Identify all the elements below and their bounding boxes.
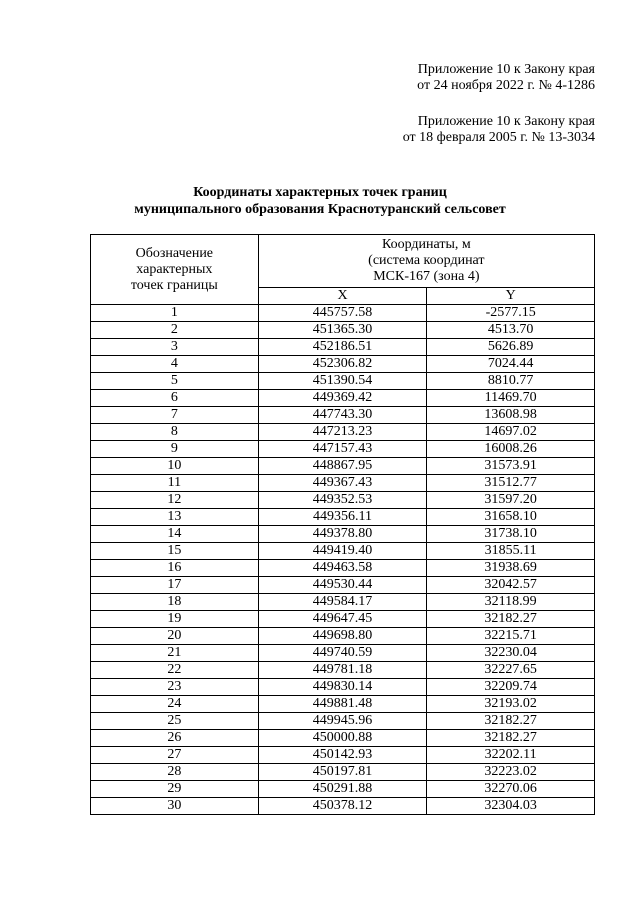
point-number-cell: 5 (91, 373, 259, 390)
x-coordinate-cell: 452186.51 (258, 339, 427, 356)
point-number-cell: 20 (91, 628, 259, 645)
point-number-cell: 17 (91, 577, 259, 594)
y-coordinate-cell: 32193.02 (427, 696, 595, 713)
y-coordinate-cell: 32230.04 (427, 645, 595, 662)
table-row (91, 509, 595, 526)
x-coordinate-cell: 449698.80 (258, 628, 427, 645)
x-coordinate-cell: 452306.82 (258, 356, 427, 373)
point-number-cell: 9 (91, 441, 259, 458)
x-coordinate-cell: 449463.58 (258, 560, 427, 577)
x-coordinate-cell: 451390.54 (258, 373, 427, 390)
point-number-cell: 14 (91, 526, 259, 543)
y-coordinate-cell: 32182.27 (427, 713, 595, 730)
table-row (91, 798, 595, 815)
coordinates-table-body (91, 305, 595, 815)
table-row (91, 458, 595, 475)
x-coordinate-cell: 445757.58 (258, 305, 427, 322)
point-number-cell: 2 (91, 322, 259, 339)
point-number-cell: 23 (91, 679, 259, 696)
table-row (91, 781, 595, 798)
point-number-cell: 1 (91, 305, 259, 322)
x-coordinate-cell: 449830.14 (258, 679, 427, 696)
y-coordinate-cell: 5626.89 (427, 339, 595, 356)
table-row (91, 696, 595, 713)
y-coordinate-cell: 31738.10 (427, 526, 595, 543)
point-number-cell: 6 (91, 390, 259, 407)
point-number-cell: 7 (91, 407, 259, 424)
point-number-cell: 29 (91, 781, 259, 798)
table-row (91, 475, 595, 492)
x-coordinate-cell: 449419.40 (258, 543, 427, 560)
x-coordinate-cell: 450291.88 (258, 781, 427, 798)
table-row (91, 628, 595, 645)
x-coordinate-cell: 449945.96 (258, 713, 427, 730)
y-coordinate-cell: 31597.20 (427, 492, 595, 509)
y-coordinate-cell: 32182.27 (427, 611, 595, 628)
x-coordinate-cell: 449740.59 (258, 645, 427, 662)
x-coordinate-cell: 449781.18 (258, 662, 427, 679)
y-coordinate-cell: 13608.98 (427, 407, 595, 424)
x-coordinate-cell: 449647.45 (258, 611, 427, 628)
table-row (91, 730, 595, 747)
y-coordinate-cell: 32209.74 (427, 679, 595, 696)
y-coordinate-cell: -2577.15 (427, 305, 595, 322)
x-coordinate-cell: 449352.53 (258, 492, 427, 509)
x-coordinate-cell: 450378.12 (258, 798, 427, 815)
appendix-header-line: от 24 ноября 2022 г. № 4-1286 (417, 78, 595, 93)
point-number-cell: 13 (91, 509, 259, 526)
table-row (91, 560, 595, 577)
table-row (91, 424, 595, 441)
point-number-cell: 19 (91, 611, 259, 628)
appendix-header-line: Приложение 10 к Закону края (417, 62, 595, 77)
y-coordinate-cell: 32227.65 (427, 662, 595, 679)
x-coordinate-cell: 447743.30 (258, 407, 427, 424)
point-number-cell: 10 (91, 458, 259, 475)
y-coordinate-cell: 31658.10 (427, 509, 595, 526)
x-coordinate-cell: 450000.88 (258, 730, 427, 747)
y-coordinate-cell: 4513.70 (427, 322, 595, 339)
point-number-cell: 15 (91, 543, 259, 560)
x-coordinate-cell: 449530.44 (258, 577, 427, 594)
y-coordinate-cell: 16008.26 (427, 441, 595, 458)
header-line: характерных (136, 261, 213, 277)
y-coordinate-cell: 32270.06 (427, 781, 595, 798)
x-coordinate-cell: 449367.43 (258, 475, 427, 492)
header-line: Координаты, м (381, 237, 471, 252)
y-coordinate-cell: 32182.27 (427, 730, 595, 747)
y-coordinate-cell: 31512.77 (427, 475, 595, 492)
appendix-header-current (417, 62, 595, 94)
table-row (91, 645, 595, 662)
x-coordinate-cell: 450197.81 (258, 764, 427, 781)
coordinates-header (258, 235, 594, 288)
table-row (91, 594, 595, 611)
point-number-cell: 24 (91, 696, 259, 713)
document-title-line: Координаты характерных точек границ (193, 185, 447, 200)
point-number-cell: 28 (91, 764, 259, 781)
y-coordinate-cell: 31938.69 (427, 560, 595, 577)
point-number-cell: 4 (91, 356, 259, 373)
y-coordinate-cell: 14697.02 (427, 424, 595, 441)
y-coordinate-cell: 31855.11 (427, 543, 595, 560)
header-line: МСК-167 (зона 4) (373, 269, 480, 284)
header-line: Обозначение (135, 245, 214, 261)
point-number-cell: 21 (91, 645, 259, 662)
y-coordinate-cell: 32202.11 (427, 747, 595, 764)
document-title-line: муниципального образования Краснотуранский сельсовет (134, 202, 506, 217)
table-row (91, 747, 595, 764)
table-row (91, 322, 595, 339)
x-coordinate-cell: 447157.43 (258, 441, 427, 458)
table-row (91, 764, 595, 781)
point-number-cell: 3 (91, 339, 259, 356)
point-number-cell: 30 (91, 798, 259, 815)
table-row (91, 662, 595, 679)
table-row (91, 305, 595, 322)
y-column-header: Y (427, 288, 595, 305)
point-number-cell: 16 (91, 560, 259, 577)
header-line: (система координат (368, 253, 485, 268)
table-row (91, 373, 595, 390)
y-coordinate-cell: 31573.91 (427, 458, 595, 475)
table-row (91, 492, 595, 509)
coordinates-table (90, 234, 595, 815)
table-row (91, 679, 595, 696)
appendix-header-original (403, 114, 595, 146)
table-row (91, 543, 595, 560)
x-coordinate-cell: 447213.23 (258, 424, 427, 441)
y-coordinate-cell: 32042.57 (427, 577, 595, 594)
point-number-cell: 12 (91, 492, 259, 509)
table-row (91, 339, 595, 356)
point-number-cell: 8 (91, 424, 259, 441)
point-number-cell: 22 (91, 662, 259, 679)
table-row (91, 407, 595, 424)
document-title (0, 184, 640, 218)
point-number-cell: 26 (91, 730, 259, 747)
x-column-header: X (258, 288, 427, 305)
table-row (91, 611, 595, 628)
x-coordinate-cell: 449881.48 (258, 696, 427, 713)
appendix-header-line: Приложение 10 к Закону края (417, 114, 595, 129)
x-coordinate-cell: 449584.17 (258, 594, 427, 611)
y-coordinate-cell: 11469.70 (427, 390, 595, 407)
point-number-cell: 25 (91, 713, 259, 730)
x-coordinate-cell: 449378.80 (258, 526, 427, 543)
y-coordinate-cell: 8810.77 (427, 373, 595, 390)
table-row (91, 356, 595, 373)
table-row (91, 441, 595, 458)
x-coordinate-cell: 451365.30 (258, 322, 427, 339)
x-coordinate-cell: 449369.42 (258, 390, 427, 407)
point-number-cell: 27 (91, 747, 259, 764)
appendix-header-line: от 18 февраля 2005 г. № 13-3034 (402, 130, 595, 145)
x-coordinate-cell: 450142.93 (258, 747, 427, 764)
x-coordinate-cell: 448867.95 (258, 458, 427, 475)
table-row (91, 526, 595, 543)
table-row (91, 577, 595, 594)
y-coordinate-cell: 32215.71 (427, 628, 595, 645)
table-row (91, 390, 595, 407)
y-coordinate-cell: 32223.02 (427, 764, 595, 781)
header-line: точек границы (130, 277, 218, 293)
point-number-cell: 11 (91, 475, 259, 492)
y-coordinate-cell: 7024.44 (427, 356, 595, 373)
point-number-cell: 18 (91, 594, 259, 611)
point-designation-header (91, 235, 259, 305)
y-coordinate-cell: 32118.99 (427, 594, 595, 611)
y-coordinate-cell: 32304.03 (427, 798, 595, 815)
x-coordinate-cell: 449356.11 (258, 509, 427, 526)
table-row (91, 713, 595, 730)
